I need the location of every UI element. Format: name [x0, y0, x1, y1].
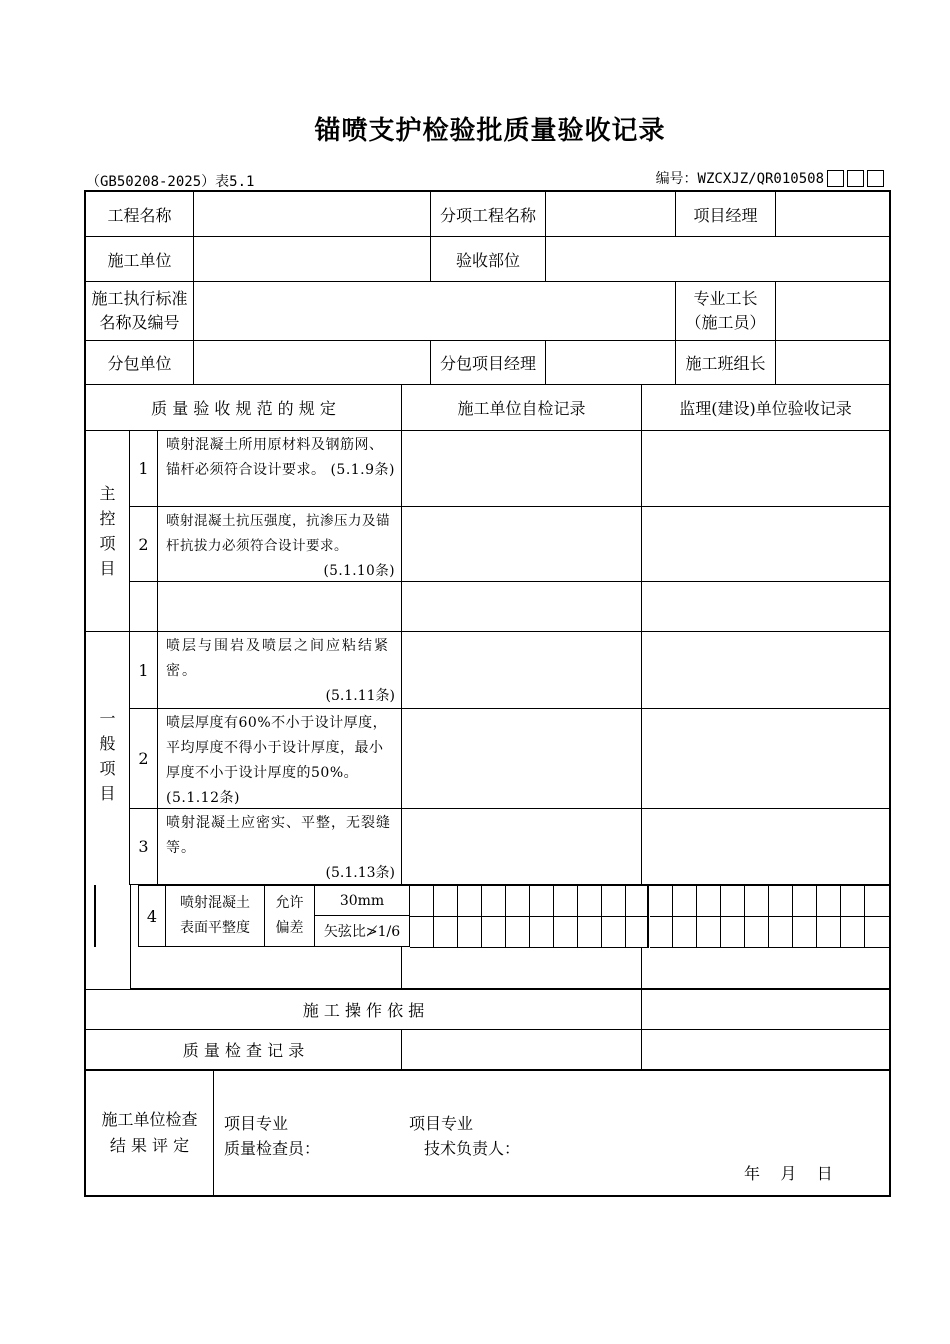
header-spec: 质 量 验 收 规 范 的 规 定 [86, 385, 402, 431]
self-check-cell[interactable] [402, 632, 642, 709]
measurement-cell[interactable] [554, 886, 578, 917]
measurement-cell[interactable] [530, 886, 554, 917]
acceptance-form [84, 190, 891, 1197]
field-project-name[interactable] [194, 192, 431, 237]
measurement-cell[interactable] [673, 886, 697, 917]
label-acceptance-part: 验收部位 [431, 237, 546, 282]
label-line: 施工执行标准 [91, 289, 188, 308]
measurement-cell[interactable] [793, 917, 817, 948]
label-quality-record: 质 量 检 查 记 录 [86, 1030, 402, 1071]
clause-text-block [158, 809, 402, 885]
item-number: 3 [130, 809, 158, 885]
measurement-cell[interactable] [697, 917, 721, 948]
measurement-cell[interactable] [482, 886, 506, 917]
self-check-cell[interactable] [402, 809, 642, 885]
measurement-cell[interactable] [626, 917, 650, 948]
self-check-cell[interactable] [402, 582, 642, 632]
self-check-cell[interactable] [402, 507, 642, 582]
measurement-cell[interactable] [769, 886, 793, 917]
measurement-cell[interactable] [793, 886, 817, 917]
form-code-label: 编号：WZCXJZ/QR010508 [655, 171, 824, 187]
label-construction-unit: 施工单位 [86, 237, 194, 282]
allowance-label [265, 885, 315, 947]
item-number: 1 [130, 632, 158, 709]
code-box[interactable] [827, 170, 844, 187]
clause-ref: (5.1.10条) [323, 563, 395, 579]
field-execution-standard[interactable] [194, 282, 676, 341]
label-line: 专业工长 [693, 289, 758, 308]
measurement-grid [410, 885, 889, 947]
label-project-name: 工程名称 [86, 192, 194, 237]
field-subcontractor[interactable] [194, 341, 431, 385]
clause-text-block [158, 632, 402, 709]
form-code [656, 168, 884, 188]
field-construction-unit[interactable] [194, 237, 431, 282]
header-self-check: 施工单位自检记录 [402, 385, 642, 431]
column-divider [130, 885, 131, 947]
tech-lead-label: 技术负责人： [424, 1139, 521, 1158]
allowance-line: 偏差 [275, 920, 304, 936]
field-team-leader[interactable] [776, 341, 889, 385]
label-team-leader: 施工班组长 [676, 341, 776, 385]
label-line: （施工员） [685, 313, 766, 332]
measurement-cell[interactable] [578, 917, 602, 948]
measurement-cell[interactable] [865, 886, 889, 917]
measurement-cell[interactable] [745, 917, 769, 948]
item-number: 1 [130, 431, 158, 507]
measurement-cell[interactable] [530, 917, 554, 948]
measurement-cell[interactable] [410, 917, 434, 948]
allowance-line: 允许 [275, 895, 304, 911]
clause-empty[interactable] [130, 947, 402, 989]
field-operation-basis[interactable] [642, 989, 889, 1030]
clause-text: 喷射混凝土应密实、平整，无裂缝等。 [166, 815, 391, 856]
tolerance-value: 矢弦比≯1/6 [315, 916, 410, 947]
measurement-cell[interactable] [434, 917, 458, 948]
measurement-cell[interactable] [650, 886, 674, 917]
measurement-cell[interactable] [817, 917, 841, 948]
item-name [166, 885, 265, 947]
item-number: 2 [130, 507, 158, 582]
label-char: 项 [99, 758, 116, 778]
clause-text: 喷层与围岩及喷层之间应粘结紧密。 [166, 638, 390, 679]
measurement-cell[interactable] [841, 886, 865, 917]
field-project-manager[interactable] [776, 192, 889, 237]
code-box[interactable] [867, 170, 884, 187]
supervision-cell[interactable] [642, 431, 889, 507]
label-project-manager: 项目经理 [676, 192, 776, 237]
label-char: 一 [99, 708, 116, 728]
measurement-cell[interactable] [434, 886, 458, 917]
measurement-cell[interactable] [626, 886, 650, 917]
measurement-cell[interactable] [817, 886, 841, 917]
clause-text: 喷层厚度有60%不小于设计厚度，平均厚度不得小于设计厚度，最小厚度不小于设计厚度的50%。(5.1.12条) [158, 709, 402, 809]
field-acceptance-part[interactable] [546, 237, 889, 282]
label-evaluation [86, 1071, 214, 1195]
page-title: 锚喷支护检验批质量验收记录 [314, 116, 666, 146]
standard-reference: （GB50208-2025）表5.1 [86, 174, 255, 190]
measurement-cell[interactable] [554, 917, 578, 948]
self-check-cell[interactable] [402, 947, 642, 989]
margin-mark [94, 885, 96, 947]
measurement-cell[interactable] [458, 886, 482, 917]
measurement-cell[interactable] [506, 917, 530, 948]
label-foreman [676, 282, 776, 341]
label-char: 项 [99, 534, 116, 553]
label-char: 主 [99, 484, 116, 503]
label-line: 施工单位检查 [101, 1110, 198, 1129]
clause-ref: (5.1.11条) [325, 688, 395, 704]
measurement-cell[interactable] [673, 917, 697, 948]
item-number-empty [130, 582, 158, 632]
prof-label: 项目专业 [224, 1114, 289, 1133]
label-char: 控 [99, 509, 116, 528]
self-check-cell[interactable] [402, 709, 642, 809]
date-label: 年 月 日 [744, 1164, 833, 1183]
header-supervision: 监理(建设)单位验收记录 [642, 385, 889, 431]
item-name-line: 喷射混凝土 [180, 895, 250, 911]
measurement-cell[interactable] [697, 886, 721, 917]
label-char: 般 [99, 733, 116, 753]
field-quality-record[interactable] [402, 1030, 642, 1071]
measurement-cell[interactable] [745, 886, 769, 917]
field-sub-pm[interactable] [546, 341, 676, 385]
label-char: 目 [99, 559, 116, 578]
clause-text: 喷射混凝土所用原材料及钢筋网、锚杆必须符合设计要求。 (5.1.9条) [158, 431, 402, 507]
supervision-cell[interactable] [642, 809, 889, 885]
main-items-label [86, 431, 130, 632]
item-number: 2 [130, 709, 158, 809]
item-number: 4 [138, 885, 166, 947]
measurement-cell[interactable] [769, 917, 793, 948]
clause-ref: (5.1.13条) [325, 865, 395, 881]
measurement-cell[interactable] [506, 886, 530, 917]
clause-text: 喷射混凝土抗压强度，抗渗压力及锚杆抗拔力必须符合设计要求。 [166, 513, 390, 554]
measurement-cell[interactable] [578, 886, 602, 917]
label-execution-standard [86, 282, 194, 341]
label-operation-basis: 施 工 操 作 依 据 [86, 989, 642, 1030]
tolerance-value: 30mm [315, 885, 410, 916]
supervision-cell[interactable] [642, 632, 889, 709]
label-subcontractor: 分包单位 [86, 341, 194, 385]
inspector-label: 质量检查员： [224, 1139, 321, 1158]
measurement-cell[interactable] [841, 917, 865, 948]
supervision-cell[interactable] [642, 582, 889, 632]
label-char: 目 [99, 783, 116, 803]
prof-label: 项目专业 [409, 1114, 474, 1133]
supervision-cell[interactable] [642, 709, 889, 809]
label-sub-project: 分项工程名称 [431, 192, 546, 237]
label-line: 结 果 评 定 [109, 1136, 190, 1155]
code-box[interactable] [847, 170, 864, 187]
label-line: 名称及编号 [99, 313, 180, 332]
clause-empty[interactable] [158, 582, 402, 632]
clause-text-block [158, 507, 402, 582]
measurement-cell[interactable] [865, 917, 889, 948]
supervision-cell[interactable] [642, 507, 889, 582]
general-items-label [86, 632, 130, 885]
measurement-cell[interactable] [482, 917, 506, 948]
field-foreman[interactable] [776, 282, 889, 341]
field-quality-record-2[interactable] [642, 1030, 889, 1071]
item-name-line: 表面平整度 [180, 920, 250, 936]
supervision-cell[interactable] [642, 947, 889, 989]
measurement-cell[interactable] [458, 917, 482, 948]
measurement-cell[interactable] [410, 886, 434, 917]
measurement-cell[interactable] [602, 886, 626, 917]
measurement-cell[interactable] [721, 917, 745, 948]
self-check-cell[interactable] [402, 431, 642, 507]
evaluation-area[interactable] [214, 1071, 889, 1195]
measurement-cell[interactable] [650, 917, 674, 948]
measurement-cell[interactable] [602, 917, 626, 948]
field-sub-project[interactable] [546, 192, 676, 237]
label-sub-pm: 分包项目经理 [431, 341, 546, 385]
measurement-cell[interactable] [721, 886, 745, 917]
